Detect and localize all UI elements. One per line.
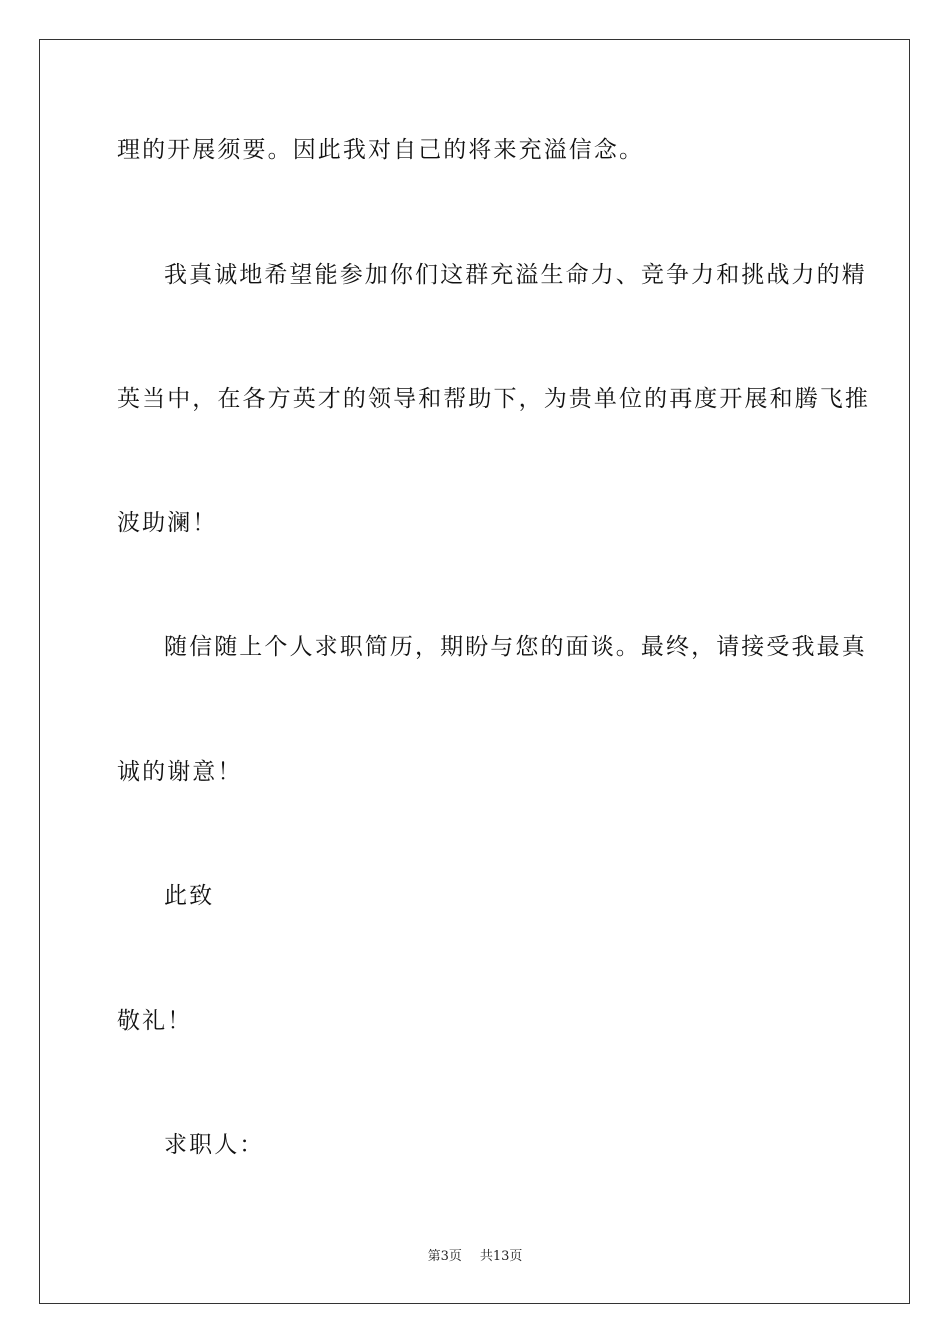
body-line-5: 随信随上个人求职简历，期盼与您的面谈。最终，请接受我最真 <box>164 634 867 660</box>
body-line-4: 波助澜！ <box>117 510 218 536</box>
signature-label: 求职人： <box>164 1132 265 1158</box>
page-total: 共13页 <box>479 1249 523 1264</box>
body-line-3: 英当中，在各方英才的领导和帮助下，为贵单位的再度开展和腾飞推 <box>117 386 870 412</box>
body-line-6: 诚的谢意！ <box>117 759 243 785</box>
body-line-1: 理的开展须要。因此我对自己的将来充溢信念。 <box>117 137 645 163</box>
closing-salutation: 此致 <box>164 883 215 909</box>
body-line-2: 我真诚地希望能参加你们这群充溢生命力、竞争力和挑战力的精 <box>164 262 867 288</box>
page-number: 第3页 <box>427 1249 462 1264</box>
page-frame <box>39 39 910 1304</box>
closing-regards: 敬礼！ <box>117 1008 193 1034</box>
page-footer <box>0 1248 950 1266</box>
